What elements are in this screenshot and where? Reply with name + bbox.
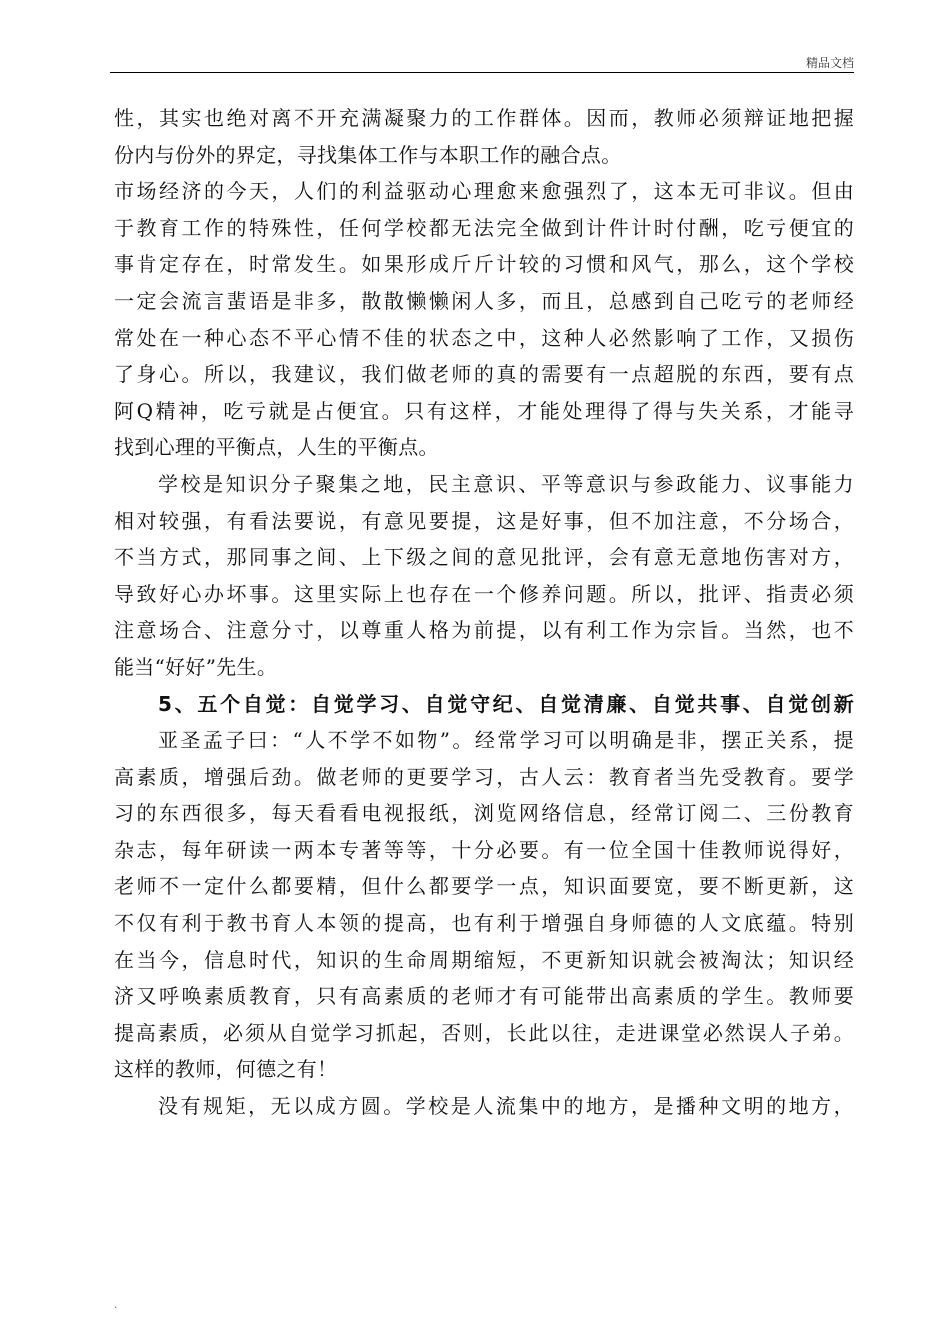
text-line: 济又呼唤素质教育，只有高素质的老师才有可能带出高素质的学生。教师要 bbox=[114, 984, 854, 1009]
text-line: 份内与份外的界定，寻找集体工作与本职工作的融合点。 bbox=[114, 142, 622, 167]
header-label: 精品文档 bbox=[805, 56, 854, 70]
footer-mark: . bbox=[114, 1300, 118, 1311]
text-line: 不仅有利于教书育人本领的提高，也有利于增强自身师德的人文底蕴。特别 bbox=[114, 911, 854, 936]
text-line: 习的东西很多，每天看看电视报纸，浏览网络信息，经常订阅二、三份教育 bbox=[114, 801, 854, 826]
text-line: 能当“好好”先生。 bbox=[114, 654, 278, 679]
text-line: 了身心。所以，我建议，我们做老师的真的需要有一点超脱的东西，要有点 bbox=[114, 362, 854, 387]
section-heading: 5、五个自觉：自觉学习、自觉守纪、自觉清廉、自觉共事、自觉创新 bbox=[158, 691, 854, 716]
text-line: 注意场合、注意分寸，以尊重人格为前提，以有利工作为宗旨。当然，也不 bbox=[114, 618, 854, 643]
text-line: 事肯定存在，时常发生。如果形成斤斤计较的习惯和风气，那么，这个学校 bbox=[114, 252, 854, 277]
text-line: 阿Q精神，吃亏就是占便宜。只有这样，才能处理得了得与失关系，才能寻 bbox=[114, 398, 854, 423]
text-line: 不当方式，那同事之间、上下级之间的意见批评，会有意无意地伤害对方， bbox=[114, 545, 854, 570]
paragraph-first-line: 亚圣孟子曰：“人不学不如物”。经常学习可以明确是非，摆正关系，提 bbox=[158, 728, 854, 753]
header-divider bbox=[110, 72, 854, 73]
text-line: 常处在一种心态不平心情不佳的状态之中，这种人必然影响了工作，又损伤 bbox=[114, 325, 854, 350]
text-line: 找到心理的平衡点，人生的平衡点。 bbox=[114, 435, 439, 460]
text-line: 一定会流言蜚语是非多，散散懒懒闲人多，而且，总感到自己吃亏的老师经 bbox=[114, 288, 854, 313]
text-line: 相对较强，有看法要说，有意见要提，这是好事，但不加注意，不分场合， bbox=[114, 508, 854, 533]
text-line: 市场经济的今天，人们的利益驱动心理愈来愈强烈了，这本无可非议。但由 bbox=[114, 179, 854, 204]
text-line: 导致好心办坏事。这里实际上也存在一个修养问题。所以，批评、指责必须 bbox=[114, 581, 854, 606]
text-line: 杂志，每年研读一两本专著等等，十分必要。有一位全国十佳教师说得好， bbox=[114, 837, 854, 862]
text-line: 这样的教师，何德之有！ bbox=[114, 1057, 338, 1082]
document-body bbox=[114, 100, 854, 1125]
text-line: 提高素质，必须从自觉学习抓起，否则，长此以往，走进课堂必然误人子弟。 bbox=[114, 1020, 854, 1045]
text-line: 老师不一定什么都要精，但什么都要学一点，知识面要宽，要不断更新，这 bbox=[114, 874, 854, 899]
text-line: 在当今，信息时代，知识的生命周期缩短，不更新知识就会被淘汰；知识经 bbox=[114, 947, 854, 972]
text-line: 性，其实也绝对离不开充满凝聚力的工作群体。因而，教师必须辩证地把握 bbox=[114, 106, 854, 130]
paragraph-first-line: 学校是知识分子聚集之地，民主意识、平等意识与参政能力、议事能力 bbox=[158, 471, 854, 496]
text-line: 于教育工作的特殊性，任何学校都无法完全做到计件计时付酬，吃亏便宜的 bbox=[114, 215, 854, 240]
text-line: 高素质，增强后劲。做老师的更要学习，古人云：教育者当先受教育。要学 bbox=[114, 764, 854, 789]
paragraph-first-line: 没有规矩，无以成方圆。学校是人流集中的地方，是播种文明的地方， bbox=[158, 1094, 854, 1119]
